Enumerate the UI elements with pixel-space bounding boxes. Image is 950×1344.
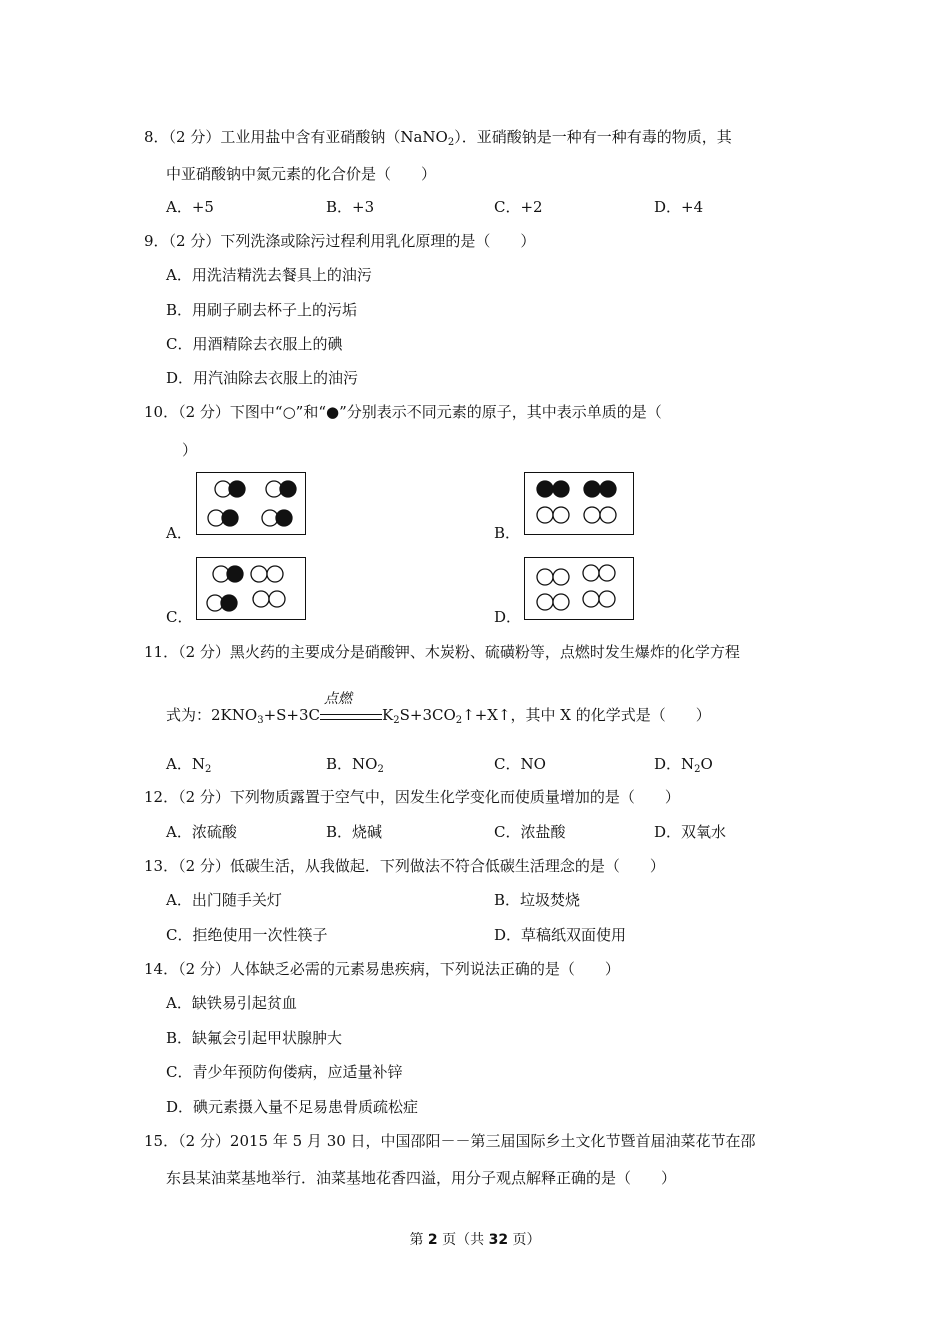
molecule-diagram-b	[525, 473, 633, 533]
q8-stem-line2: 中亚硝酸钠中氮元素的化合价是（ ）	[166, 165, 437, 183]
q10-stem: 10．（2 分）下图中“○”和“●”分别表示不同元素的原子，其中表示单质的是（	[144, 403, 662, 421]
q8-option-a: A．+5	[166, 198, 214, 216]
q8-stem: 8．（2 分）工业用盐中含有亚硝酸钠（NaNO$_2$）．亚硝酸钠是一种有一种有毒的物质，其	[144, 128, 732, 148]
q10-diagram-c	[196, 557, 306, 620]
q8-option-d: D．+4	[654, 198, 704, 216]
q9-option-b: B．用刷子刷去杯子上的污垢	[166, 301, 358, 319]
page-footer: 第 2 页（共 32 页）	[409, 1232, 541, 1248]
q10-diagram-a	[196, 472, 306, 535]
page-total: 32	[488, 1232, 509, 1248]
q10-diagram-b	[524, 472, 634, 535]
q9-option-a: A．用洗洁精洗去餐具上的油污	[166, 266, 372, 284]
q10-label-c: C．	[166, 608, 193, 626]
q12-option-d: D．双氧水	[654, 823, 727, 841]
molecule-diagram-a	[197, 473, 305, 533]
reaction-condition: 点燃	[324, 691, 352, 707]
q12-option-c: C．浓盐酸	[494, 823, 566, 841]
q10-stem-line2: ）	[182, 441, 198, 459]
q8-option-c: C．+2	[494, 198, 543, 216]
q15-stem-line2: 东县某油菜基地举行．油菜基地花香四溢，用分子观点解释正确的是（ ）	[166, 1169, 677, 1187]
q11-option-d: D．$N_2O$	[654, 755, 713, 775]
q13-option-c: C．拒绝使用一次性筷子	[166, 926, 328, 944]
q12-option-b: B．烧碱	[326, 823, 383, 841]
q13-option-a: A．出门随手关灯	[166, 891, 282, 909]
q13-option-b: B．垃圾焚烧	[494, 891, 581, 909]
molecule-diagram-c	[197, 558, 305, 618]
q13-stem: 13．（2 分）低碳生活，从我做起．下列做法不符合低碳生活理念的是（ ）	[144, 857, 665, 875]
q14-option-b: B．缺氟会引起甲状腺肿大	[166, 1029, 343, 1047]
q8-option-b: B．+3	[326, 198, 375, 216]
reaction-arrow	[320, 691, 382, 726]
q14-option-d: D．碘元素摄入量不足易患骨质疏松症	[166, 1098, 419, 1116]
q12-option-a: A．浓硫酸	[166, 823, 237, 841]
molecule-diagram-d	[525, 558, 633, 618]
q14-option-a: A．缺铁易引起贫血	[166, 994, 297, 1012]
q12-stem: 12．（2 分）下列物质露置于空气中，因发生化学变化而使质量增加的是（ ）	[144, 788, 680, 806]
q13-option-d: D．草稿纸双面使用	[494, 926, 627, 944]
q15-stem: 15．（2 分）2015 年 5 月 30 日，中国邵阳－－第三届国际乡土文化节暨首届油菜花节在邵	[144, 1132, 756, 1150]
q9-option-c: C．用酒精除去衣服上的碘	[166, 335, 343, 353]
q11-option-c: C．NO	[494, 755, 546, 773]
q11-option-b: B．$NO_2$	[326, 755, 384, 775]
q10-label-b: B．	[494, 524, 521, 542]
q11-equation: 式为：$2KNO_3+S+3C$ 点燃 $K_2S+3CO_2↑+X↑$，其中 X 的化学式是（ ）	[166, 691, 711, 726]
q9-option-d: D．用汽油除去衣服上的油污	[166, 369, 359, 387]
q11-option-a: A．$N_2$	[166, 755, 212, 775]
q14-option-c: C．青少年预防佝偻病，应适量补锌	[166, 1063, 403, 1081]
q10-label-a: A．	[166, 524, 192, 542]
q11-stem: 11．（2 分）黑火药的主要成分是硝酸钾、木炭粉、硫磺粉等，点燃时发生爆炸的化学方程	[144, 643, 740, 661]
q10-diagram-d	[524, 557, 634, 620]
q10-label-d: D．	[494, 608, 522, 626]
page-number: 2	[427, 1232, 438, 1248]
q9-stem: 9．（2 分）下列洗涤或除污过程利用乳化原理的是（ ）	[144, 232, 536, 250]
q14-stem: 14．（2 分）人体缺乏必需的元素易患疾病，下列说法正确的是（ ）	[144, 960, 620, 978]
